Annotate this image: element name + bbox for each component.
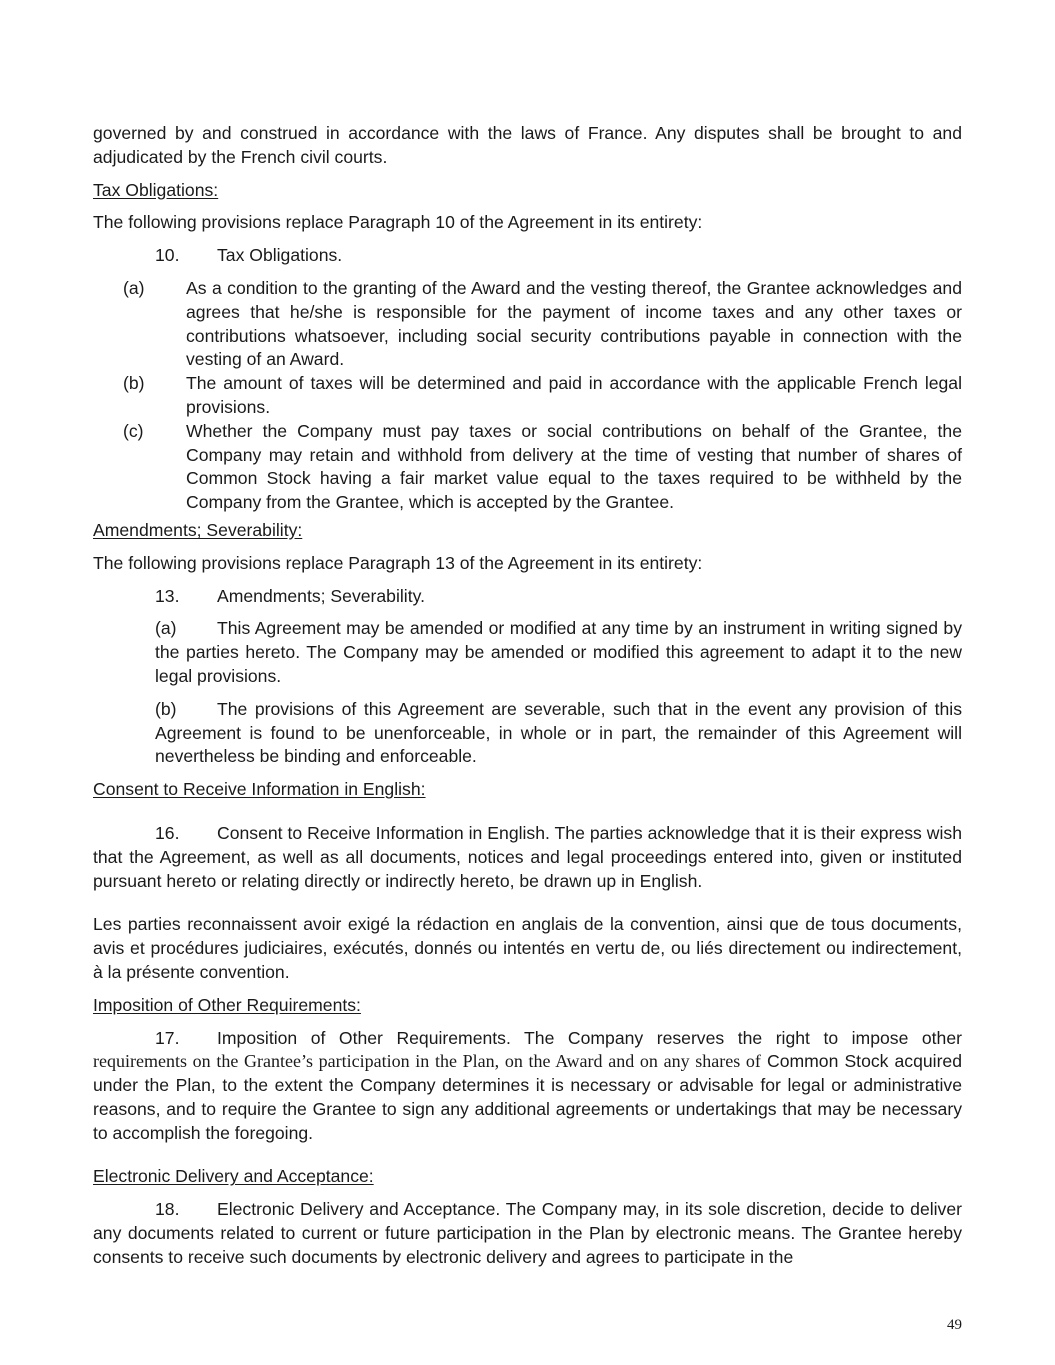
imposition-paragraph <box>93 1027 962 1146</box>
electronic-delivery-heading: Electronic Delivery and Acceptance: <box>93 1166 374 1187</box>
consent-heading: Consent to Receive Information in English: <box>93 779 426 800</box>
section-number: 16. <box>155 822 180 843</box>
page-number: 49 <box>947 1317 962 1333</box>
electronic-delivery-text: Electronic Delivery and Acceptance. The Company may, in its sole discretion, decide to deliver any documents related to current or future participation in the Plan by electronic means. The Grantee hereby consents to receive such documents by electronic delivery and agrees to participate in the <box>93 1199 962 1267</box>
section-number: 17. <box>155 1027 180 1048</box>
amendments-section-title <box>93 585 962 609</box>
section-number: 10. <box>155 245 180 266</box>
consent-french-paragraph: Les parties reconnaissent avoir exigé la rédaction en anglais de la convention, ainsi que de tous documents, avis et procédures judiciaires, exécutés, donnés ou intentés en vertu de, ou liés directement ou indirectement, à la présente convention. <box>93 914 962 982</box>
governing-law-paragraph: governed by and construed in accordance with the laws of France. Any disputes shall be brought to and adjudicated by the French civil courts. <box>93 123 962 167</box>
consent-paragraph <box>93 822 962 893</box>
section-title: Amendments; Severability. <box>217 585 425 606</box>
tax-obligations-heading: Tax Obligations: <box>93 179 219 200</box>
item-label: (a) <box>155 618 177 639</box>
tax-section-title <box>93 244 962 268</box>
amendments-intro: The following provisions replace Paragraph 13 of the Agreement in its entirety: <box>93 552 703 573</box>
item-label: (a) <box>123 277 145 298</box>
imposition-text-serif: requirements on the Grantee’s participation in the Plan, on the Award and on any shares of <box>93 1051 761 1072</box>
item-text: This Agreement may be amended or modified at any time by an instrument in writing signed by the parties hereto. The Company may be amended or modified this agreement to adapt it to the new legal provisions. <box>155 618 962 686</box>
item-text: As a condition to the granting of the Award and the vesting thereof, the Grantee acknowledges and agrees that he/she is responsible for the payment of income taxes and any other taxes or contributions whatsoever, including social security contributions payable in connection with the vesting of an Award. <box>186 277 962 370</box>
section-number: 13. <box>155 585 180 606</box>
consent-text: Consent to Receive Information in English. The parties acknowledge that it is their express wish that the Agreement, as well as all documents, notices and legal proceedings entered into, given or instituted pursuant hereto or relating directly or indirectly hereto, be drawn up in English. <box>93 822 962 891</box>
amendments-item-a <box>93 617 962 688</box>
tax-item-a <box>93 277 962 372</box>
item-text: Whether the Company must pay taxes or social contributions on behalf of the Grantee, the Company may retain and withhold from delivery at the time of vesting that number of shares of Common Stock having a fair market value equal to the taxes required to be withheld by the Company from the Grantee, which is accepted by the Grantee. <box>186 420 962 513</box>
item-text: The provisions of this Agreement are severable, such that in the event any provision of this Agreement is found to be unenforceable, in whole or in part, the remainder of this Agreement will nevertheless be binding and enforceable. <box>155 698 962 767</box>
item-label: (b) <box>123 373 145 394</box>
item-label: (b) <box>155 698 177 719</box>
imposition-text-1: Imposition of Other Requirements. The Company reserves the right to impose other <box>217 1027 962 1048</box>
tax-item-c <box>93 420 962 515</box>
imposition-heading: Imposition of Other Requirements: <box>93 994 361 1015</box>
tax-item-b <box>93 372 962 420</box>
electronic-delivery-paragraph <box>93 1198 962 1269</box>
item-label: (c) <box>123 420 144 441</box>
item-text: The amount of taxes will be determined and paid in accordance with the applicable French legal provisions. <box>186 373 962 417</box>
section-title: Tax Obligations. <box>217 245 343 266</box>
section-number: 18. <box>155 1199 180 1220</box>
tax-intro: The following provisions replace Paragraph 10 of the Agreement in its entirety: <box>93 212 703 233</box>
imposition-text-2: Common Stock acquired under the Plan, to the extent the Company determines it is necessary or advisable for legal or administrative reasons, and to require the Grantee to sign any additional agreements or undertakings that may be necessary to accomplish the foregoing. <box>93 1051 963 1143</box>
amendments-heading: Amendments; Severability: <box>93 519 303 540</box>
document-body <box>93 122 962 1270</box>
amendments-item-b <box>93 698 962 769</box>
